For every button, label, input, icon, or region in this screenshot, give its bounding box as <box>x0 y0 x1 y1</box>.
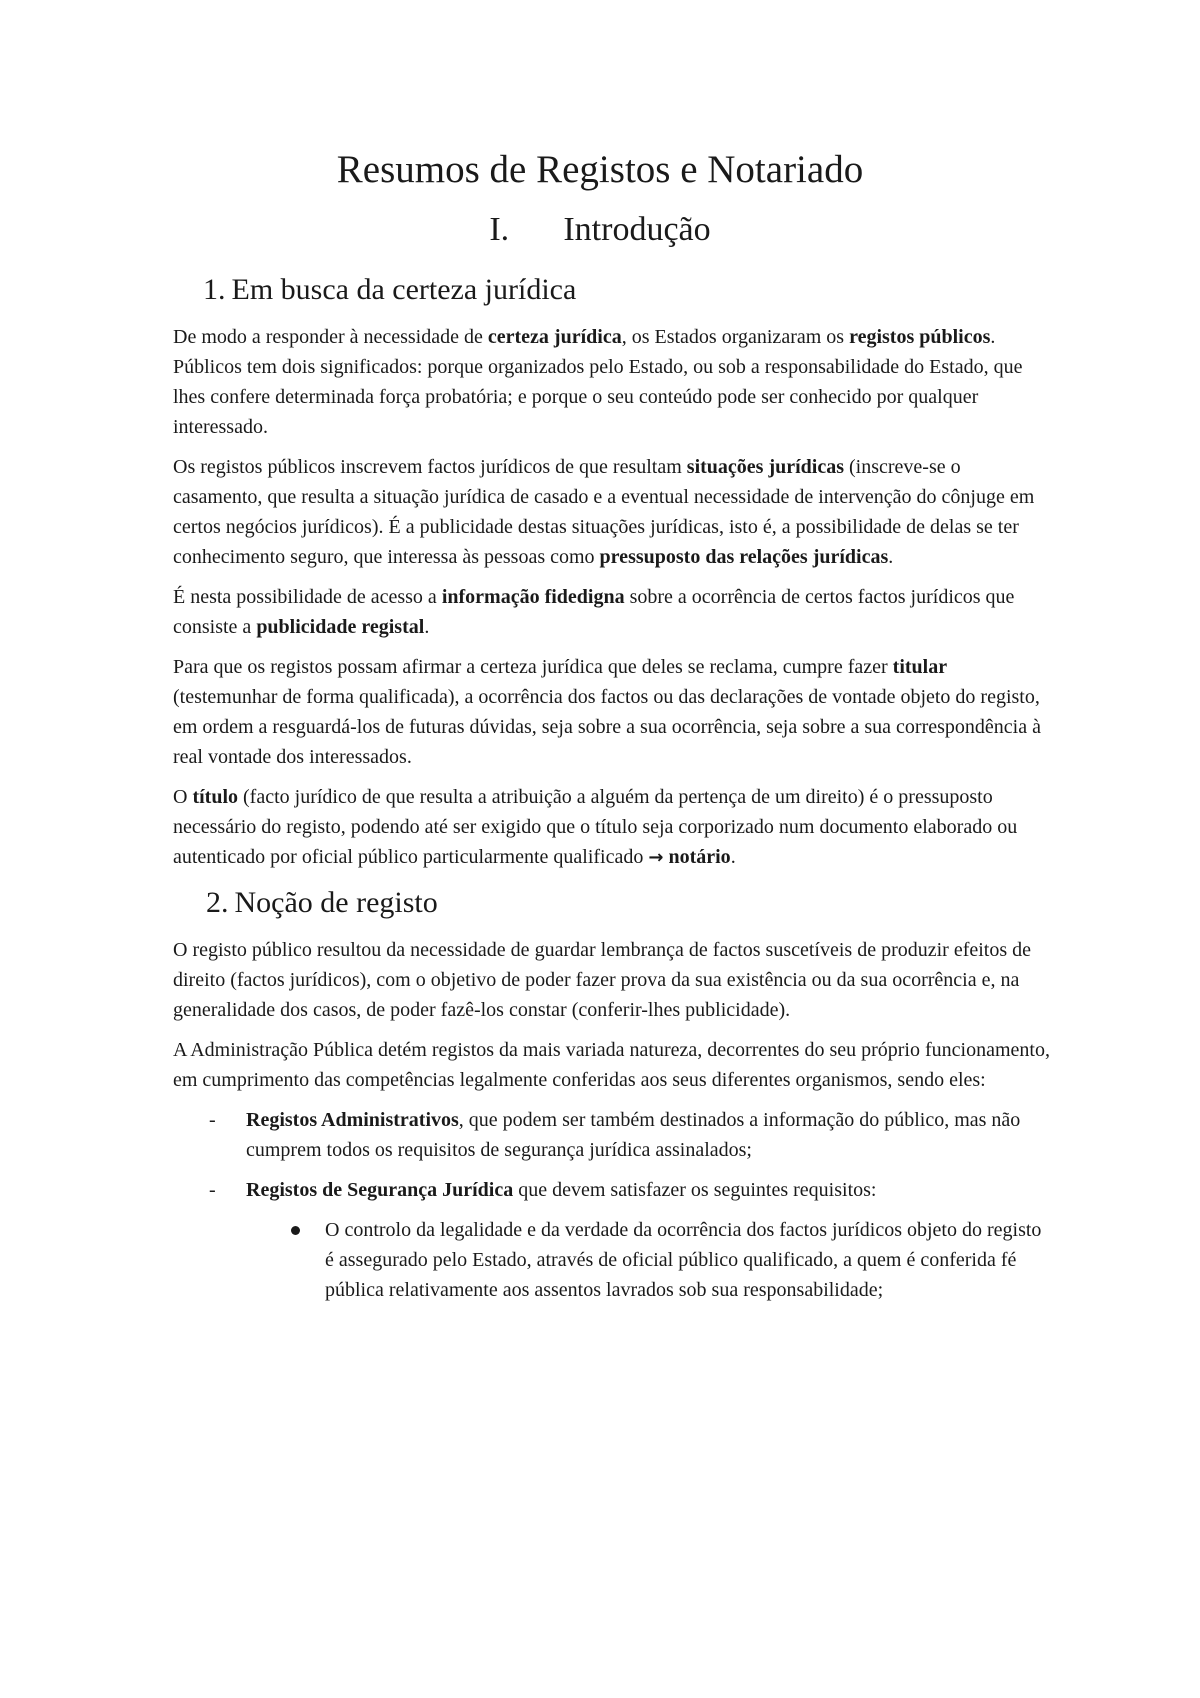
bold-term: registos públicos <box>849 326 991 348</box>
text-run: . <box>424 616 430 638</box>
bold-term: título <box>192 786 239 808</box>
chapter-title: Introdução <box>563 211 711 248</box>
right-arrow-icon: → <box>648 847 664 868</box>
chapter-heading <box>0 208 1200 252</box>
section-title: Noção de registo <box>234 886 438 919</box>
section-title: Em busca da certeza jurídica <box>231 273 577 306</box>
paragraph <box>173 1035 1053 1095</box>
text-run: sobre a ocorrência de certos factos jurídicos que consiste a <box>173 586 1015 638</box>
document-title: Resumos de Registos e Notariado <box>336 148 864 191</box>
dash-list <box>173 1105 1053 1205</box>
paragraph <box>173 452 1053 572</box>
bold-term: Registos de Segurança Jurídica <box>246 1179 514 1201</box>
section-number: 2. <box>206 886 229 919</box>
text-run: Os registos públicos inscrevem factos jurídicos de que resultam <box>173 456 687 478</box>
text-run: O registo público resultou da necessidade de guardar lembrança de factos suscetíveis de produzir efeitos de direito (factos jurídicos), com o objetivo de poder fazer prova da sua existência ou da sua ocorrência e, na generalidade dos casos, de poder fazê-los constar (conferir-lhes publicidade). <box>173 939 1032 1021</box>
paragraph <box>173 582 1053 642</box>
section-heading-1 <box>203 270 1053 310</box>
bold-term: titular <box>892 656 948 678</box>
paragraph <box>173 935 1053 1025</box>
text-run: (inscreve-se o casamento, que resulta a situação jurídica de casado e a eventual necessidade de intervenção do cônjuge em certos negócios jurídicos). É a publicidade destas situações jurídicas, isto é, a possibilidade de delas se ter conhecimento seguro, que interessa às pessoas como <box>173 456 1035 568</box>
text-run: , que podem ser também destinados a informação do público, mas não cumprem todos os requisitos de segurança jurídica assinalados; <box>246 1109 1021 1161</box>
paragraph <box>173 782 1053 873</box>
bold-term: situações jurídicas <box>686 456 844 478</box>
dash-marker: - <box>209 1179 216 1201</box>
text-run: Para que os registos possam afirmar a certeza jurídica que deles se reclama, cumpre fazer <box>173 656 893 678</box>
text-run: (testemunhar de forma qualificada), a ocorrência dos factos ou das declarações de vontade objeto do registo, em ordem a resguardá-los de futuras dúvidas, seja sobre a sua ocorrência, seja sobre a sua correspondência à real vontade dos interessados. <box>173 686 1041 768</box>
bold-term: publicidade registal <box>256 616 425 638</box>
text-run: . <box>888 546 894 568</box>
text-run: A Administração Pública detém registos da mais variada natureza, decorrentes do seu próprio funcionamento, em cumprimento das competências legalmente conferidas aos seus diferentes organismos, sendo eles: <box>173 1039 1050 1091</box>
text-run: De modo a responder à necessidade de <box>173 326 488 348</box>
dash-marker: - <box>209 1109 216 1131</box>
chapter-number: I. <box>489 211 510 248</box>
bullet-list <box>173 1215 1053 1305</box>
text-run: , os Estados organizaram os <box>621 326 850 348</box>
bold-term: notário <box>668 846 731 868</box>
bold-term: Registos Administrativos <box>246 1109 459 1131</box>
list-item <box>173 1175 1053 1205</box>
section-number: 1. <box>203 273 226 306</box>
bullet-icon <box>291 1226 300 1235</box>
text-run: (facto jurídico de que resulta a atribuição a alguém da pertença de um direito) é o pressuposto necessário do registo, podendo até ser exigido que o título seja corporizado num documento elaborado ou autenticado por oficial público particularmente qualificado <box>173 786 1018 868</box>
paragraph <box>173 652 1053 772</box>
text-run: . <box>730 846 736 868</box>
list-item <box>173 1215 1053 1305</box>
bold-term: certeza jurídica <box>487 326 622 348</box>
list-item <box>173 1105 1053 1165</box>
text-run: que devem satisfazer os seguintes requisitos: <box>513 1179 877 1201</box>
document-body <box>173 270 1053 1305</box>
bold-term: pressuposto das relações jurídicas <box>599 546 889 568</box>
text-run: . Públicos tem dois significados: porque organizados pelo Estado, ou sob a responsabilidade do Estado, que lhes confere determinada força probatória; e porque o seu conteúdo pode ser conhecido por qualquer interessado. <box>173 326 1023 438</box>
text-run: O <box>173 786 193 808</box>
bold-term: informação fidedigna <box>441 586 625 608</box>
paragraph <box>173 322 1053 442</box>
section-heading-2 <box>206 883 1053 923</box>
text-run: O controlo da legalidade e da verdade da ocorrência dos factos jurídicos objeto do registo é assegurado pelo Estado, através de oficial público qualificado, a quem é conferida fé pública relativamente aos assentos lavrados sob sua responsabilidade; <box>325 1219 1042 1301</box>
text-run: É nesta possibilidade de acesso a <box>173 586 442 608</box>
